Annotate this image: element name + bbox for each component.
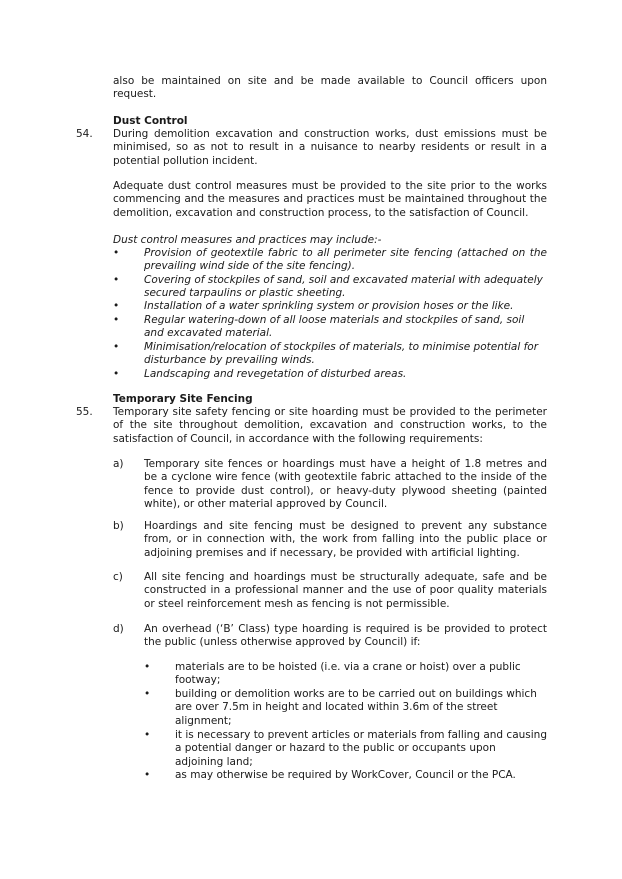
bullet-icon: • [144,769,151,781]
bullet-icon: • [144,729,151,741]
dust-control-heading: Dust Control [113,115,188,127]
bullet-icon: • [144,688,151,700]
bullet-icon: • [113,314,120,326]
hoarding-condition-1: materials are to be hoisted (i.e. via a crane or hoist) over a public footway; [175,661,521,687]
condition-number-54: 54. [76,128,93,140]
hoarding-condition-4: as may otherwise be required by WorkCover, Council or the PCA. [175,769,516,781]
subitem-d-text: An overhead (‘B’ Class) type hoarding is required is be provided to protect the public (unless otherwise approved by Council) if: [144,623,547,649]
subitem-b-text: Hoardings and site fencing must be designed to prevent any substance from, or in connection with, the work from falling into the public place or adjoining premises and if necessary, be provided with artificial lighting. [144,520,547,559]
bullet-icon: • [144,661,151,673]
condition-number-55: 55. [76,406,93,418]
dust-control-paragraph-2: Adequate dust control measures must be provided to the site prior to the works commencing and the measures and practices must be maintained throughout the demolition, excavation and construction process, to the satisfaction of Council. [113,180,547,219]
dust-item-6: Landscaping and revegetation of disturbed areas. [144,368,407,380]
subitem-label-a: a) [113,458,124,470]
dust-control-list-intro: Dust control measures and practices may include:- [113,234,382,246]
subitem-a-text: Temporary site fences or hoardings must have a height of 1.8 metres and be a cyclone wire fence (with geotextile fabric attached to the inside of the fence to provide dust control), or heavy-duty plywood sheeting (painted white), or other material approved by Council. [144,458,547,511]
dust-item-4: Regular watering-down of all loose materials and stockpiles of sand, soil and excavated material. [144,314,525,340]
dust-item-5: Minimisation/relocation of stockpiles of materials, to minimise potential for disturbance by prevailing winds. [144,341,539,367]
subitem-c-text: All site fencing and hoardings must be structurally adequate, safe and be constructed in a professional manner and the use of poor quality materials or steel reinforcement mesh as fencing is not permissible. [144,571,547,610]
bullet-icon: • [113,368,120,380]
subitem-label-d: d) [113,623,124,635]
hoarding-condition-2: building or demolition works are to be carried out on buildings which are over 7.5m in height and located within 3.6m of the street alignment; [175,688,537,727]
subitem-label-c: c) [113,571,123,583]
subitem-label-b: b) [113,520,124,532]
bullet-icon: • [113,300,120,312]
dust-control-paragraph-1: During demolition excavation and construction works, dust emissions must be minimised, so as not to result in a nuisance to nearby residents or result in a potential pollution incident. [113,128,547,167]
dust-item-2: Covering of stockpiles of sand, soil and excavated material with adequately secured tarpaulins or plastic sheeting. [144,274,543,300]
bullet-icon: • [113,341,120,353]
intro-paragraph: also be maintained on site and be made available to Council officers upon request. [113,75,547,101]
dust-item-1: Provision of geotextile fabric to all perimeter site fencing (attached on the prevailing wind side of the site fencing). [144,247,547,273]
hoarding-condition-3: it is necessary to prevent articles or materials from falling and causing a potential danger or hazard to the public or occupants upon adjoining land; [175,729,547,768]
fencing-paragraph-1: Temporary site safety fencing or site hoarding must be provided to the perimeter of the site throughout demolition, excavation and construction works, to the satisfaction of Council, in accordance with the following requirements: [113,406,547,445]
dust-item-3: Installation of a water sprinkling system or provision hoses or the like. [144,300,514,312]
fencing-heading: Temporary Site Fencing [113,393,253,405]
bullet-icon: • [113,247,120,259]
bullet-icon: • [113,274,120,286]
